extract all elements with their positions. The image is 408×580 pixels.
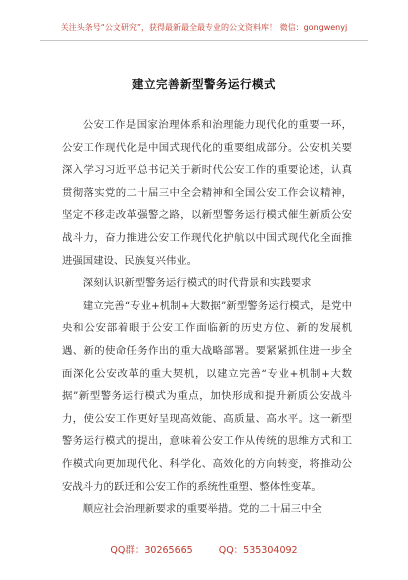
- document-body: [62, 114, 352, 521]
- contact-footer: [0, 542, 408, 556]
- paragraph: 建立完善“专业+机制+大数据”新型警务运行模式，是党中央和公安部着眼于公安工作面临新的历史方位、新的发展机遇、新的使命任务作出的重大战略部署。要紧紧抓住进一步全面深化公安改革的重大契机，以建立完善“专业+机制+大数据”新型警务运行模式为重点，加快形成和提升新质公安战斗力，使公安工作更好呈现高效能、高质量、高水平。这一新型警务运行模式的提出，意味着公安工作从传统的思维方式和工作模式向更加现代化、科学化、高效化的方向转变，将推动公安战斗力的跃迁和公安工作的系统性重塑、整体性变革。: [62, 299, 352, 493]
- paragraph: 公安工作是国家治理体系和治理能力现代化的重要一环，公安工作现代化是中国式现代化的重要组成部分。公安机关要深入学习习近平总书记关于新时代公安工作的重要论述，认真贯彻落实党的二十届三中全会精神和全国公安工作会议精神，坚定不移走改革强警之路，以新型警务运行模式催生新质公安战斗力，奋力推进公安工作现代化护航以中国式现代化全面推进强国建设、民族复兴伟业。: [62, 119, 352, 267]
- paragraph: 顺应社会治理新要求的重要举措。党的二十届三中全: [82, 503, 322, 516]
- qq-number-text: QQ：535304092: [218, 545, 298, 556]
- document-title: 建立完善新型警务运行模式: [132, 77, 276, 91]
- qq-group-text: QQ群：30265665: [110, 545, 193, 556]
- header-divider: [40, 40, 368, 41]
- promo-header-banner: 关注头条号“公文研究”，获得最新最全最专业的公文资料库！ 微信：gongwenyj: [60, 23, 348, 32]
- section-heading: 深刻认识新型警务运行模式的时代背景和实践要求: [82, 277, 312, 290]
